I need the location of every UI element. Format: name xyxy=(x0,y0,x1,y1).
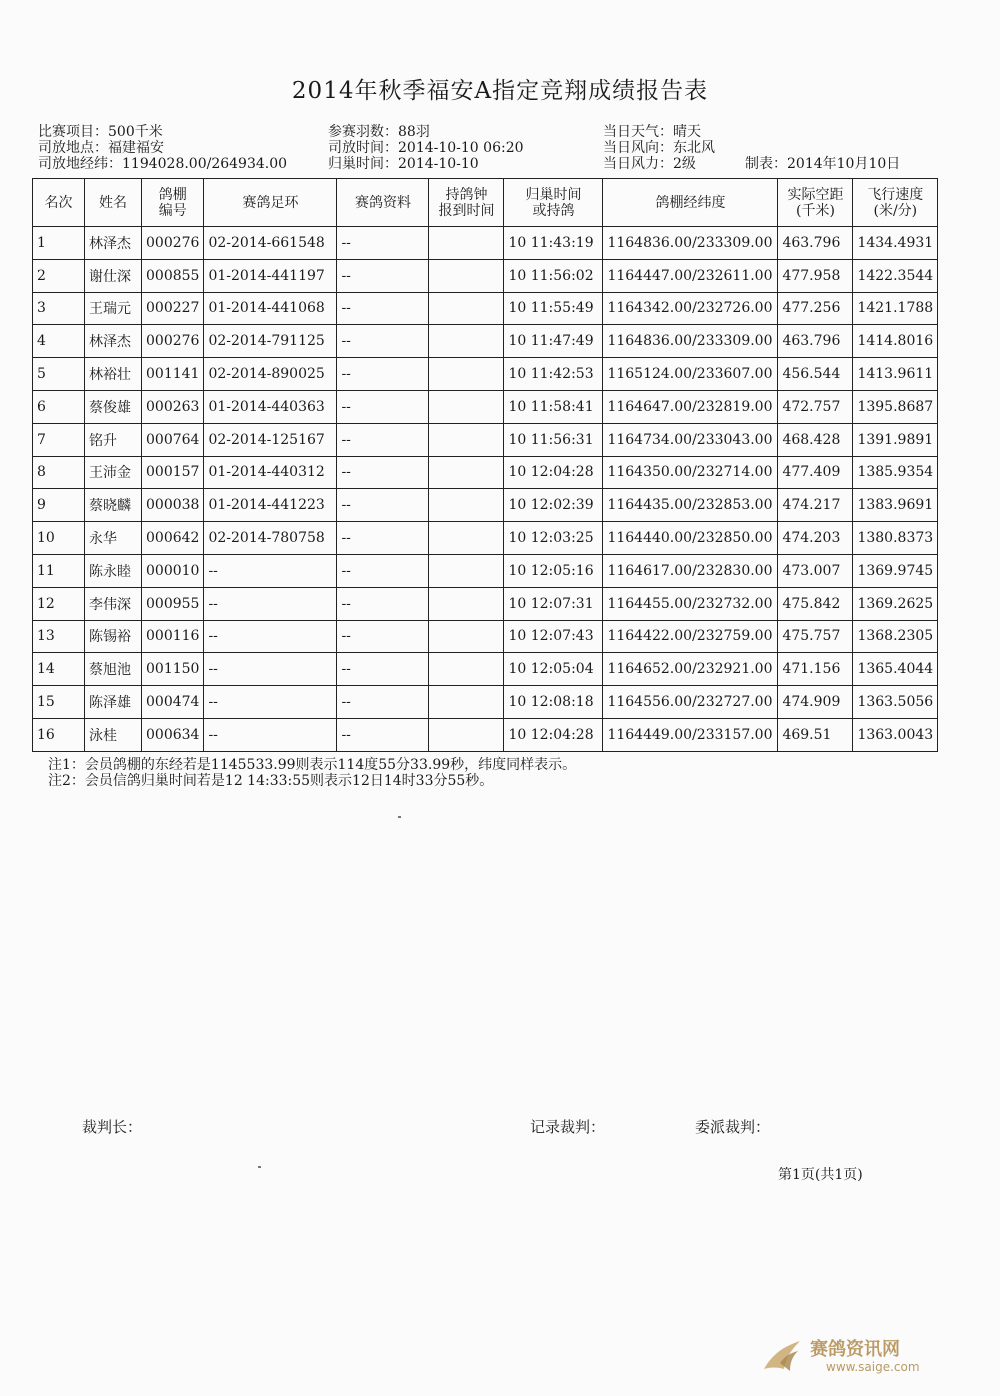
info-weather: 当日天气：晴天 xyxy=(603,124,701,140)
cell-return-time: 10 11:43:19 xyxy=(504,227,603,260)
watermark-url: www.saige.com xyxy=(826,1360,920,1374)
cell-distance: 477.409 xyxy=(778,456,853,489)
table-row xyxy=(33,423,938,456)
cell-loft-id: 000276 xyxy=(142,227,204,260)
cell-clock-time xyxy=(429,489,504,522)
cell-ring: -- xyxy=(204,718,337,751)
cell-bird-info: -- xyxy=(337,522,429,555)
cell-ring: -- xyxy=(204,554,337,587)
sign-delegate-judge: 委派裁判： xyxy=(695,1118,771,1136)
cell-loft-coords: 1164342.00/232726.00 xyxy=(603,292,778,325)
cell-bird-info: -- xyxy=(337,653,429,686)
cell-loft-coords: 1164617.00/232830.00 xyxy=(603,554,778,587)
cell-clock-time xyxy=(429,259,504,292)
cell-distance: 475.757 xyxy=(778,620,853,653)
cell-bird-info: -- xyxy=(337,292,429,325)
page-title: 2014年秋季福安A指定竞翔成绩报告表 xyxy=(291,78,709,104)
table-row xyxy=(33,587,938,620)
cell-ring: 02-2014-791125 xyxy=(204,325,337,358)
note-1: 注1：会员鸽棚的东经若是1145533.99则表示114度55分33.99秒，纬度同样表示。 xyxy=(48,757,577,773)
cell-ring: -- xyxy=(204,587,337,620)
table-row xyxy=(33,620,938,653)
table-row xyxy=(33,489,938,522)
cell-rank: 15 xyxy=(33,686,85,719)
cell-loft-coords: 1164447.00/232611.00 xyxy=(603,259,778,292)
header-loft-id: 鸽棚 编号 xyxy=(142,179,204,227)
info-return-time: 归巢时间：2014-10-10 xyxy=(328,156,479,172)
cell-distance: 477.958 xyxy=(778,259,853,292)
cell-rank: 10 xyxy=(33,522,85,555)
cell-distance: 472.757 xyxy=(778,390,853,423)
table-row xyxy=(33,456,938,489)
cell-speed: 1368.2305 xyxy=(853,620,938,653)
cell-return-time: 10 11:58:41 xyxy=(504,390,603,423)
info-count: 参赛羽数：88羽 xyxy=(328,124,430,140)
cell-loft-coords: 1164440.00/232850.00 xyxy=(603,522,778,555)
cell-loft-coords: 1164449.00/233157.00 xyxy=(603,718,778,751)
cell-name: 林泽杰 xyxy=(85,325,142,358)
pigeon-logo-icon xyxy=(760,1333,806,1379)
results-table xyxy=(32,178,938,752)
cell-clock-time xyxy=(429,587,504,620)
cell-bird-info: -- xyxy=(337,390,429,423)
sign-chief-judge: 裁判长： xyxy=(82,1118,143,1136)
cell-rank: 8 xyxy=(33,456,85,489)
cell-return-time: 10 12:05:16 xyxy=(504,554,603,587)
cell-loft-id: 000116 xyxy=(142,620,204,653)
cell-loft-id: 000263 xyxy=(142,390,204,423)
header-rank: 名次 xyxy=(33,179,85,227)
cell-rank: 11 xyxy=(33,554,85,587)
cell-ring: 02-2014-890025 xyxy=(204,358,337,391)
info-made-date: 制表：2014年10月10日 xyxy=(745,156,901,172)
cell-distance: 474.217 xyxy=(778,489,853,522)
cell-return-time: 10 12:08:18 xyxy=(504,686,603,719)
cell-loft-coords: 1164734.00/233043.00 xyxy=(603,423,778,456)
cell-distance: 477.256 xyxy=(778,292,853,325)
header-name: 姓名 xyxy=(85,179,142,227)
cell-bird-info: -- xyxy=(337,358,429,391)
cell-rank: 3 xyxy=(33,292,85,325)
cell-rank: 2 xyxy=(33,259,85,292)
cell-distance: 473.007 xyxy=(778,554,853,587)
cell-name: 王瑞元 xyxy=(85,292,142,325)
header-loft-coords: 鸽棚经纬度 xyxy=(603,179,778,227)
scan-speck xyxy=(398,816,401,818)
table-row xyxy=(33,325,938,358)
cell-speed: 1413.9611 xyxy=(853,358,938,391)
cell-ring: -- xyxy=(204,620,337,653)
cell-loft-coords: 1164455.00/232732.00 xyxy=(603,587,778,620)
cell-clock-time xyxy=(429,686,504,719)
cell-speed: 1434.4931 xyxy=(853,227,938,260)
cell-loft-coords: 1164422.00/232759.00 xyxy=(603,620,778,653)
cell-clock-time xyxy=(429,292,504,325)
cell-return-time: 10 12:04:28 xyxy=(504,718,603,751)
cell-bird-info: -- xyxy=(337,227,429,260)
cell-loft-coords: 1164556.00/232727.00 xyxy=(603,686,778,719)
cell-bird-info: -- xyxy=(337,489,429,522)
cell-loft-id: 000157 xyxy=(142,456,204,489)
cell-loft-id: 000764 xyxy=(142,423,204,456)
cell-distance: 475.842 xyxy=(778,587,853,620)
cell-loft-coords: 1164647.00/232819.00 xyxy=(603,390,778,423)
notes xyxy=(48,757,576,789)
cell-name: 林裕壮 xyxy=(85,358,142,391)
cell-speed: 1363.5056 xyxy=(853,686,938,719)
cell-name: 陈泽雄 xyxy=(85,686,142,719)
page-number: 第1页(共1页) xyxy=(778,1167,863,1183)
cell-ring: 01-2014-441068 xyxy=(204,292,337,325)
cell-bird-info: -- xyxy=(337,686,429,719)
table-row xyxy=(33,292,938,325)
cell-loft-id: 000642 xyxy=(142,522,204,555)
cell-distance: 474.909 xyxy=(778,686,853,719)
header-bird-info: 赛鸽资料 xyxy=(337,179,429,227)
cell-rank: 14 xyxy=(33,653,85,686)
info-location: 司放地点：福建福安 xyxy=(38,140,164,156)
cell-loft-coords: 1164836.00/233309.00 xyxy=(603,227,778,260)
cell-name: 永华 xyxy=(85,522,142,555)
table-row xyxy=(33,686,938,719)
cell-ring: 02-2014-780758 xyxy=(204,522,337,555)
cell-speed: 1421.1788 xyxy=(853,292,938,325)
cell-clock-time xyxy=(429,554,504,587)
cell-ring: 01-2014-441197 xyxy=(204,259,337,292)
cell-speed: 1369.9745 xyxy=(853,554,938,587)
cell-name: 林泽杰 xyxy=(85,227,142,260)
info-wind-force: 当日风力：2级 xyxy=(603,156,696,172)
cell-name: 王沛金 xyxy=(85,456,142,489)
table-row xyxy=(33,653,938,686)
cell-ring: 02-2014-125167 xyxy=(204,423,337,456)
cell-clock-time xyxy=(429,456,504,489)
cell-rank: 13 xyxy=(33,620,85,653)
cell-speed: 1383.9691 xyxy=(853,489,938,522)
header-speed: 飞行速度 (米/分) xyxy=(853,179,938,227)
cell-ring: 01-2014-441223 xyxy=(204,489,337,522)
cell-loft-id: 000038 xyxy=(142,489,204,522)
table-row xyxy=(33,259,938,292)
cell-loft-id: 000634 xyxy=(142,718,204,751)
cell-return-time: 10 12:02:39 xyxy=(504,489,603,522)
cell-loft-id: 000227 xyxy=(142,292,204,325)
cell-bird-info: -- xyxy=(337,325,429,358)
cell-rank: 4 xyxy=(33,325,85,358)
table-row xyxy=(33,718,938,751)
cell-bird-info: -- xyxy=(337,456,429,489)
header-clock-time: 持鸽钟 报到时间 xyxy=(429,179,504,227)
info-project: 比赛项目：500千米 xyxy=(38,124,163,140)
cell-name: 蔡晓麟 xyxy=(85,489,142,522)
cell-loft-id: 000010 xyxy=(142,554,204,587)
cell-return-time: 10 11:56:31 xyxy=(504,423,603,456)
cell-clock-time xyxy=(429,620,504,653)
cell-loft-coords: 1164652.00/232921.00 xyxy=(603,653,778,686)
cell-return-time: 10 12:05:04 xyxy=(504,653,603,686)
cell-name: 陈锡裕 xyxy=(85,620,142,653)
cell-loft-coords: 1164435.00/232853.00 xyxy=(603,489,778,522)
cell-return-time: 10 11:42:53 xyxy=(504,358,603,391)
cell-name: 泳桂 xyxy=(85,718,142,751)
cell-speed: 1395.8687 xyxy=(853,390,938,423)
cell-loft-id: 000276 xyxy=(142,325,204,358)
table-row xyxy=(33,390,938,423)
cell-bird-info: -- xyxy=(337,620,429,653)
table-row xyxy=(33,227,938,260)
table-row xyxy=(33,358,938,391)
cell-ring: -- xyxy=(204,653,337,686)
cell-distance: 456.544 xyxy=(778,358,853,391)
cell-speed: 1385.9354 xyxy=(853,456,938,489)
scan-speck xyxy=(258,1166,261,1168)
cell-loft-id: 000955 xyxy=(142,587,204,620)
header-distance: 实际空距 (千米) xyxy=(778,179,853,227)
cell-loft-coords: 1164836.00/233309.00 xyxy=(603,325,778,358)
cell-loft-coords: 1164350.00/232714.00 xyxy=(603,456,778,489)
info-coords: 司放地经纬：1194028.00/264934.00 xyxy=(38,156,288,172)
cell-name: 蔡旭池 xyxy=(85,653,142,686)
header-ring: 赛鸽足环 xyxy=(204,179,337,227)
table-row xyxy=(33,554,938,587)
note-2: 注2：会员信鸽归巢时间若是12 14:33:55则表示12日14时33分55秒。 xyxy=(48,773,494,789)
cell-bird-info: -- xyxy=(337,587,429,620)
cell-return-time: 10 11:47:49 xyxy=(504,325,603,358)
cell-loft-id: 001150 xyxy=(142,653,204,686)
cell-clock-time xyxy=(429,522,504,555)
cell-bird-info: -- xyxy=(337,554,429,587)
cell-speed: 1365.4044 xyxy=(853,653,938,686)
cell-return-time: 10 12:07:43 xyxy=(504,620,603,653)
cell-speed: 1391.9891 xyxy=(853,423,938,456)
cell-rank: 1 xyxy=(33,227,85,260)
cell-rank: 5 xyxy=(33,358,85,391)
cell-bird-info: -- xyxy=(337,718,429,751)
header-return-time: 归巢时间 或持鸽 xyxy=(504,179,603,227)
cell-rank: 6 xyxy=(33,390,85,423)
cell-return-time: 10 12:07:31 xyxy=(504,587,603,620)
cell-clock-time xyxy=(429,358,504,391)
watermark-logo xyxy=(760,1333,960,1383)
cell-loft-coords: 1165124.00/233607.00 xyxy=(603,358,778,391)
cell-loft-id: 000855 xyxy=(142,259,204,292)
cell-rank: 9 xyxy=(33,489,85,522)
cell-clock-time xyxy=(429,325,504,358)
cell-rank: 16 xyxy=(33,718,85,751)
cell-bird-info: -- xyxy=(337,423,429,456)
cell-loft-id: 001141 xyxy=(142,358,204,391)
cell-clock-time xyxy=(429,423,504,456)
cell-return-time: 10 12:03:25 xyxy=(504,522,603,555)
cell-clock-time xyxy=(429,718,504,751)
cell-distance: 463.796 xyxy=(778,227,853,260)
cell-distance: 471.156 xyxy=(778,653,853,686)
cell-distance: 468.428 xyxy=(778,423,853,456)
cell-speed: 1414.8016 xyxy=(853,325,938,358)
cell-ring: 01-2014-440363 xyxy=(204,390,337,423)
cell-name: 陈永睦 xyxy=(85,554,142,587)
table-header-row xyxy=(33,179,938,227)
info-release-time: 司放时间：2014-10-10 06:20 xyxy=(328,140,524,156)
cell-name: 谢仕深 xyxy=(85,259,142,292)
cell-speed: 1369.2625 xyxy=(853,587,938,620)
cell-speed: 1380.8373 xyxy=(853,522,938,555)
table-row xyxy=(33,522,938,555)
cell-speed: 1363.0043 xyxy=(853,718,938,751)
cell-return-time: 10 11:56:02 xyxy=(504,259,603,292)
cell-speed: 1422.3544 xyxy=(853,259,938,292)
cell-name: 铭升 xyxy=(85,423,142,456)
cell-clock-time xyxy=(429,653,504,686)
cell-rank: 12 xyxy=(33,587,85,620)
cell-bird-info: -- xyxy=(337,259,429,292)
cell-return-time: 10 12:04:28 xyxy=(504,456,603,489)
cell-name: 蔡俊雄 xyxy=(85,390,142,423)
cell-distance: 474.203 xyxy=(778,522,853,555)
sign-recording-judge: 记录裁判： xyxy=(530,1118,606,1136)
cell-distance: 469.51 xyxy=(778,718,853,751)
cell-rank: 7 xyxy=(33,423,85,456)
cell-ring: 02-2014-661548 xyxy=(204,227,337,260)
watermark-name: 赛鸽资讯网 xyxy=(810,1339,900,1360)
cell-loft-id: 000474 xyxy=(142,686,204,719)
cell-clock-time xyxy=(429,390,504,423)
cell-distance: 463.796 xyxy=(778,325,853,358)
cell-ring: -- xyxy=(204,686,337,719)
cell-name: 李伟深 xyxy=(85,587,142,620)
cell-ring: 01-2014-440312 xyxy=(204,456,337,489)
info-wind-direction: 当日风向：东北风 xyxy=(603,140,715,156)
cell-return-time: 10 11:55:49 xyxy=(504,292,603,325)
cell-clock-time xyxy=(429,227,504,260)
